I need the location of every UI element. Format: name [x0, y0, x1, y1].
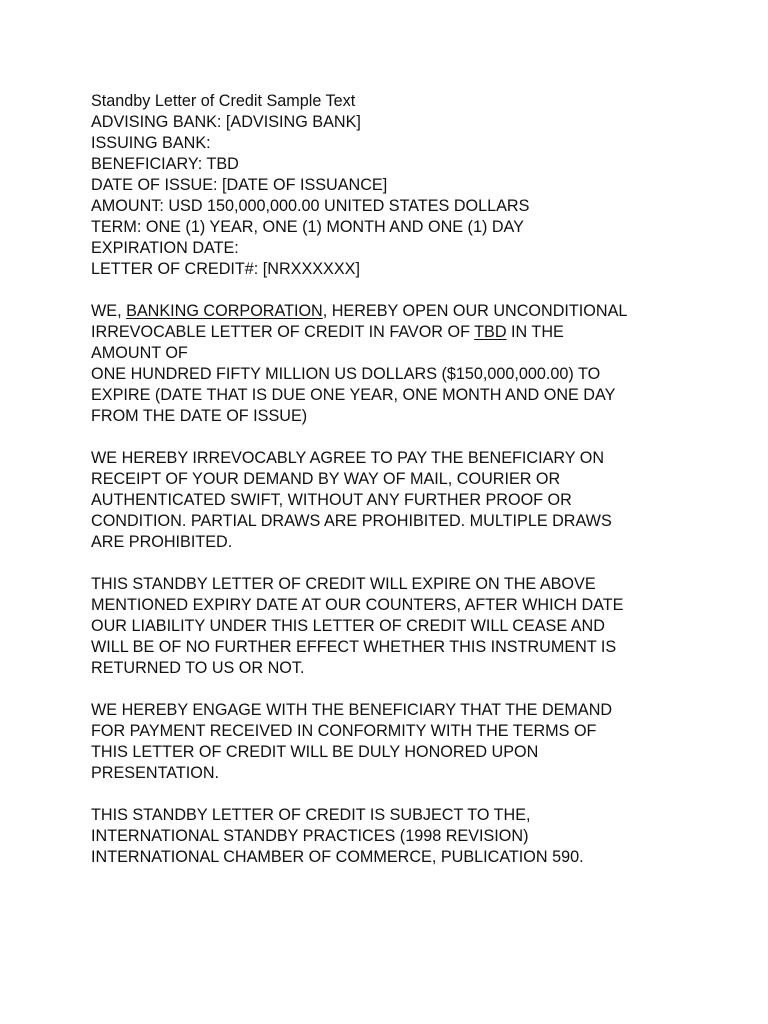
- beneficiary-name: TBD: [474, 323, 507, 341]
- paragraph-line: MENTIONED EXPIRY DATE AT OUR COUNTERS, AFTER WHICH DATE: [91, 596, 624, 614]
- paragraph-line: OUR LIABILITY UNDER THIS LETTER OF CREDIT WILL CEASE AND: [91, 617, 605, 635]
- paragraph-line: PRESENTATION.: [91, 764, 220, 782]
- letter-document: [91, 91, 691, 868]
- payment-terms-paragraph: [91, 448, 691, 553]
- issuing-bank-line: ISSUING BANK:: [91, 134, 211, 152]
- paragraph-line: AUTHENTICATED SWIFT, WITHOUT ANY FURTHER PROOF OR: [91, 491, 572, 509]
- advising-bank-line: ADVISING BANK: [ADVISING BANK]: [91, 113, 361, 131]
- amount-line: AMOUNT: USD 150,000,000.00 UNITED STATES DOLLARS: [91, 197, 530, 215]
- paragraph-line: ONE HUNDRED FIFTY MILLION US DOLLARS ($150,000,000.00) TO: [91, 365, 601, 383]
- paragraph-line: WE HEREBY IRREVOCABLY AGREE TO PAY THE BENEFICIARY ON: [91, 449, 605, 467]
- document-title: Standby Letter of Credit Sample Text: [91, 92, 356, 110]
- paragraph-line: FROM THE DATE OF ISSUE): [91, 407, 308, 425]
- expiry-paragraph: [91, 574, 691, 679]
- paragraph-line: THIS STANDBY LETTER OF CREDIT WILL EXPIRE ON THE ABOVE: [91, 575, 596, 593]
- text-fragment: WE,: [91, 302, 127, 320]
- text-fragment: IRREVOCABLE LETTER OF CREDIT IN FAVOR OF: [91, 323, 475, 341]
- paragraph-line: CONDITION. PARTIAL DRAWS ARE PROHIBITED. MULTIPLE DRAWS: [91, 512, 612, 530]
- text-fragment: , HEREBY OPEN OUR UNCONDITIONAL: [322, 302, 628, 320]
- paragraph-line: THIS LETTER OF CREDIT WILL BE DULY HONORED UPON: [91, 743, 539, 761]
- paragraph-line: EXPIRE (DATE THAT IS DUE ONE YEAR, ONE MONTH AND ONE DAY: [91, 386, 616, 404]
- bank-name: BANKING CORPORATION: [126, 302, 323, 320]
- term-line: TERM: ONE (1) YEAR, ONE (1) MONTH AND ONE (1) DAY: [91, 218, 524, 236]
- engagement-paragraph: [91, 700, 691, 784]
- paragraph-line: WE HEREBY ENGAGE WITH THE BENEFICIARY THAT THE DEMAND: [91, 701, 613, 719]
- expiration-date-line: EXPIRATION DATE:: [91, 239, 239, 257]
- letter-header: [91, 91, 691, 280]
- paragraph-line: RECEIPT OF YOUR DEMAND BY WAY OF MAIL, COURIER OR: [91, 470, 561, 488]
- paragraph-line: [91, 322, 691, 343]
- paragraph-line: INTERNATIONAL STANDBY PRACTICES (1998 REVISION): [91, 827, 529, 845]
- paragraph-line: THIS STANDBY LETTER OF CREDIT IS SUBJECT TO THE,: [91, 806, 531, 824]
- paragraph-line: [91, 301, 691, 322]
- paragraph-line: RETURNED TO US OR NOT.: [91, 659, 305, 677]
- paragraph-line: ARE PROHIBITED.: [91, 533, 233, 551]
- date-of-issue-line: DATE OF ISSUE: [DATE OF ISSUANCE]: [91, 176, 388, 194]
- paragraph-line: AMOUNT OF: [91, 344, 188, 362]
- opening-paragraph: [91, 301, 691, 427]
- governing-rules-paragraph: [91, 805, 691, 868]
- letter-of-credit-number-line: LETTER OF CREDIT#: [NRXXXXXX]: [91, 260, 360, 278]
- paragraph-line: INTERNATIONAL CHAMBER OF COMMERCE, PUBLICATION 590.: [91, 848, 584, 866]
- beneficiary-line: BENEFICIARY: TBD: [91, 155, 239, 173]
- paragraph-line: FOR PAYMENT RECEIVED IN CONFORMITY WITH THE TERMS OF: [91, 722, 597, 740]
- paragraph-line: WILL BE OF NO FURTHER EFFECT WHETHER THIS INSTRUMENT IS: [91, 638, 617, 656]
- text-fragment: IN THE: [506, 323, 564, 341]
